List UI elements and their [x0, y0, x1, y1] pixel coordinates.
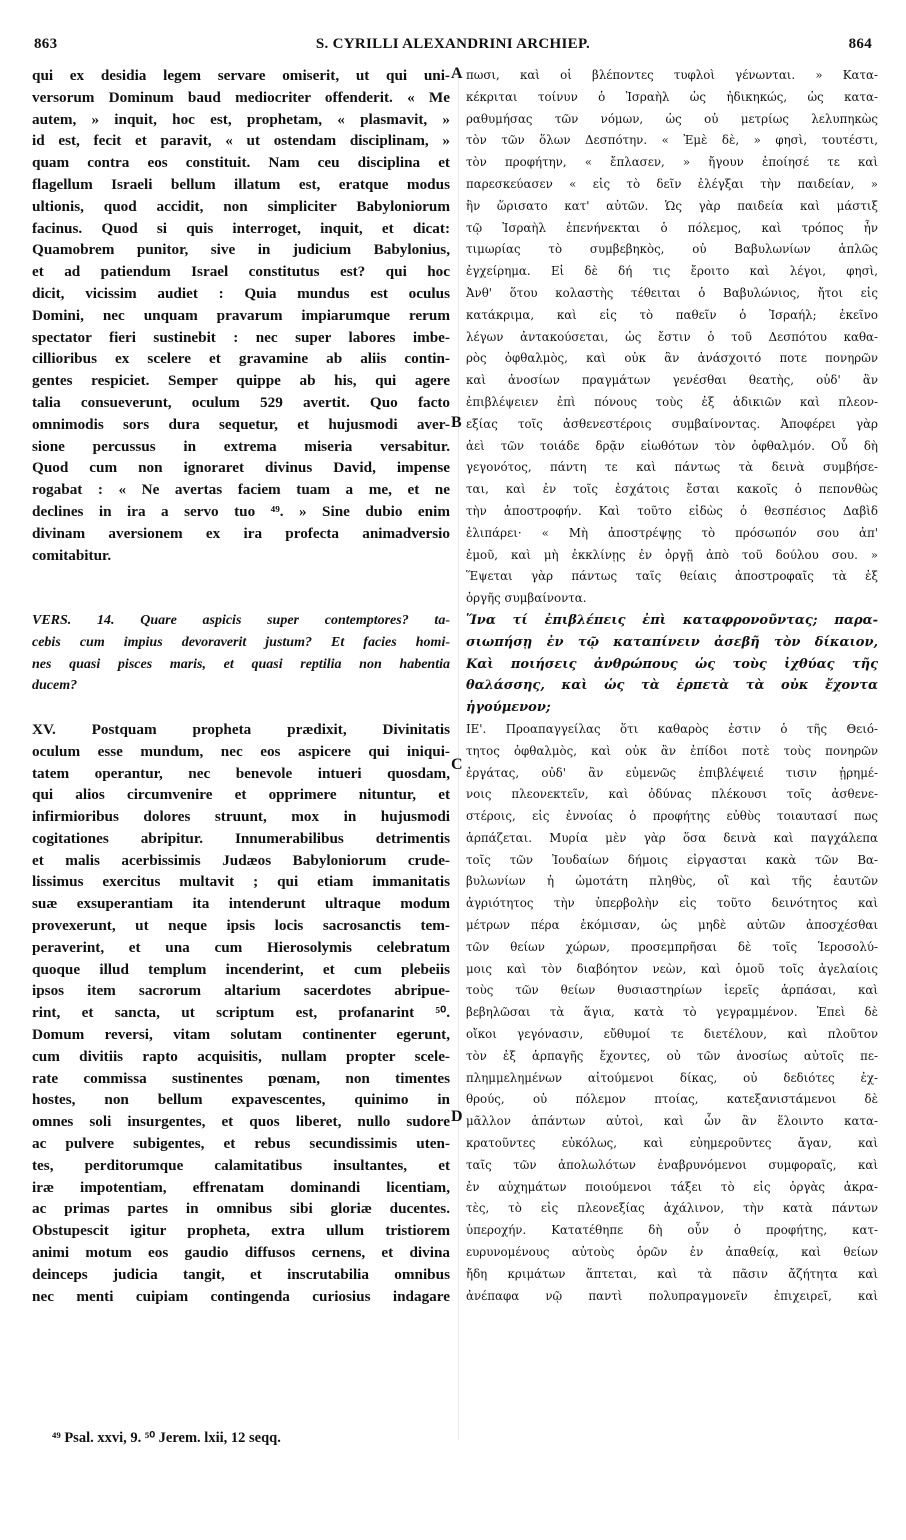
greek-text-line: ἀγριότητος τὴν ὑπερβολὴν εἰς τοῦτο δεινότητος καὶ	[466, 896, 878, 911]
greek-text-line: ἐπιβλέψειεν ἐπὶ πόνους τοὺς ἐξ ἀδικιῶν καὶ πλεον-	[466, 394, 878, 409]
latin-text-line: Quamobrem punitor, sive in judicium Babylonius,	[32, 241, 450, 259]
latin-text-line: versorum Dominum baud mediocriter offenderit. « Me	[32, 88, 450, 106]
greek-text-line: ὑπεροχήν. Κατατέθηπε δὴ οὖν ὁ προφήτης, κατ-	[466, 1223, 878, 1238]
greek-text-line: ἐμοῦ, καὶ μὴ ἐκκλίνῃς ἐν ὀργῇ ἀπὸ τοῦ δούλου σου. »	[466, 547, 878, 562]
greek-text-line: ευρυνομένους αὐτοὺς ὁρῶν ἐν ἀπαθείᾳ, καὶ θείων	[466, 1245, 878, 1260]
greek-text-line: τῶν θείων χώρων, προσεμπρῆσαι δὲ τοῖς Ἱεροσολύ-	[466, 939, 878, 954]
greek-text-line: ἀνέπαφα νῷ παντὶ πολυπραγμονεῖν ἐπιχειρεῖ, καὶ	[466, 1288, 878, 1303]
latin-text-line: dicit, vicissim audiet : Quia mundus est oculus	[32, 284, 450, 302]
greek-text-line: τὸν ἐξ ἁρπαγῆς ἔχοντες, οὐ τῶν ἀνοσίως αὐτοῖς πε-	[466, 1048, 878, 1063]
latin-text-line: et malis acerbissimis Judæos Babyloniorum crude-	[32, 851, 450, 869]
latin-text-line: cum divitiis rapto acquisitis, nullam propter scele-	[32, 1047, 450, 1065]
section-marker-b: B	[451, 414, 462, 431]
latin-text-line: cillioribus ex scelere et gravamine ab aliis contin-	[32, 350, 450, 368]
greek-text-line: τὴν ἀποστροφήν. Καὶ τοῦτο εἰδὼς ὁ θεσπέσιος Δαβὶδ	[466, 503, 878, 518]
latin-verse-line: ducem?	[32, 678, 78, 694]
greek-text-line: τὸν τῶν ὅλων Δεσπότην. « Ἐμὲ δὲ, » φησὶ, τουτέστι,	[466, 133, 878, 148]
latin-text-line: Quod cum non ignoraret divinus David, impense	[32, 459, 450, 477]
latin-text-line: spectator fieri sustinebit : nec super labores imbe-	[32, 328, 450, 346]
greek-text-line: ἐργάτας, οὐδ' ἂν εὐμενῶς ἐπιβλέψειέ τισιν ᾑρημέ-	[466, 765, 878, 780]
greek-verse-line: Καὶ ποιήσεις ἀνθρώπους ὡς τοὺς ἰχθύας τῆς	[466, 656, 878, 672]
latin-text-line: Domum reversi, vitam solutam continenter egerunt,	[32, 1026, 450, 1044]
latin-text-line: omnimodis sors dura sequetur, et hujusmodi aver-	[32, 415, 450, 433]
greek-text-line: ἐν αὐχημάτων ποιούμενοι τάξει τὸ εἰς ὀργὰς ἀκρα-	[466, 1179, 878, 1194]
greek-text-line: θρούς, οὐ πόλεμον πτοίας, κατεξανιστάμενοι δὲ	[466, 1092, 878, 1107]
greek-column	[466, 65, 878, 1307]
latin-text-line: rogabat : « Ne avertas faciem tuam a me, et ne	[32, 481, 450, 499]
greek-text-line: κατάκριμα, καὶ εἰς τὸ παθεῖν ὁ Ἰσραήλ; ἐκεῖνο	[466, 307, 878, 322]
latin-text-line: comitabitur.	[32, 546, 112, 564]
greek-text-line: οἴκοι γεγόνασιν, εὔθυμοί τε διετέλουν, καὶ πλοῦτον	[466, 1027, 878, 1042]
latin-text-line: cogitationes abripitur. Innumerabilibus detrimentis	[32, 829, 450, 847]
greek-text-line: μοις καὶ τὸν διαβόητον νεὼν, καὶ ὁμοῦ τοῖς ἀγελαίοις	[466, 961, 878, 976]
greek-verse-line: θαλάσσης, καὶ ὡς τὰ ἑρπετὰ τὰ οὐκ ἔχοντα	[466, 678, 878, 694]
page-number-left: 863	[34, 36, 58, 52]
greek-text-line: ἤδη κριμάτων ἅπτεται, καὶ τὰ πᾶσιν ἄζήτητα καὶ	[466, 1266, 878, 1281]
greek-text-line: κρατοῦντες εὐκόλως, καὶ εὐημεροῦντες ἄγαν, καὶ	[466, 1136, 878, 1151]
paragraph-gap	[32, 566, 450, 588]
running-title: S. CYRILLI ALEXANDRINI ARCHIEP.	[315, 36, 591, 52]
latin-text-line: ac primas partes in omnibus sibi gloriæ ducentes.	[32, 1200, 450, 1218]
latin-text-line: ac pulvere subigentes, et rebus secundissimis uten-	[32, 1135, 450, 1153]
greek-text-line: ἣν ὥρισατο κατ' αὐτῶν. Ὡς γὰρ παιδεία καὶ μάστιξ	[466, 198, 878, 213]
latin-text-line: XV. Postquam propheta prædixit, Divinitatis	[32, 720, 450, 738]
greek-text-line: νοις πλεονεκτεῖν, καὶ ὀδύνας πλέκουσι τοῖς ἀσθενε-	[466, 787, 878, 802]
latin-text-line: quoque illud templum incenderint, et cum plebeiis	[32, 960, 450, 978]
latin-text-line: suæ exsuperantiam ita intenderunt ultraque modum	[32, 895, 450, 913]
latin-text-line: ultionis, quod accidit, non simpliciter Babyloniorum	[32, 197, 450, 215]
paragraph-gap	[32, 697, 450, 719]
greek-text-line: τῷ Ἰσραὴλ ἐπενήνεκται ὁ πόλεμος, καὶ τρόπος ἦν	[466, 220, 878, 235]
greek-text-line: ται, καὶ ἐν τοῖς ἐσχάτοις ἔσται κακοῖς ὁ πεπονθὼς	[466, 482, 878, 497]
latin-text-line: provexerunt, ut neque ipsis locis sacrosanctis tem-	[32, 917, 450, 935]
greek-text-line: ἐλιπάρει· « Μὴ ἀποστρέψῃς τὸ πρόσωπόν σου ἀπ'	[466, 525, 878, 540]
latin-text-line: Obstupescit igitur propheta, extra ullum tristiorem	[32, 1222, 450, 1240]
greek-text-line: τοῖς τῶν Ἰουδαίων δήμοις εἰργασται κακὰ τῶν Βα-	[466, 852, 878, 867]
latin-text-line: et ad patiendum Israel constitutus est? qui hoc	[32, 263, 450, 281]
greek-text-line: ραθυμήσας τῶν νόμων, ὡς οὐ μετρίως λελυπηκὼς	[466, 111, 878, 126]
greek-text-line: παρεσκεύασεν « εἰς τὸ δεῖν ἐλέγξαι τὴν παιδείαν, »	[466, 176, 878, 191]
greek-text-line: ἐγχείρημα. Εἰ δὲ δή τις ἔροιτο καὶ λέγοι, φησὶ,	[466, 264, 878, 279]
latin-text-line: flagellum Israeli bellum illatum est, eratque modus	[32, 175, 450, 193]
latin-text-line: autem, » inquit, hoc est, prophetam, « plasmavit, »	[32, 110, 450, 128]
greek-text-line: ἁρπάζεται. Μυρία μὲν γὰρ ὅσα δεινὰ καὶ παγχάλεπα	[466, 830, 878, 845]
greek-text-line: τιμωρίας τὸ συμβεβηκὸς, οὐ Βαβυλωνίων ἁπλῶς	[466, 242, 878, 257]
greek-text-line: ρὸς ὀφθαλμὸς, καὶ οὐκ ἂν ἀνάσχοιτό ποτε πονηρῶν	[466, 351, 878, 366]
latin-text-line: omnes soli insurgentes, et quos liberet, nullo sudore	[32, 1113, 450, 1131]
greek-text-line: τητος ὀφθαλμὸς, καὶ οὐκ ἂν ἐπίδοι ποτὲ τοὺς πονηρῶν	[466, 743, 878, 758]
latin-verse-line: cebis cum impius devoraverit justum? Et facies homi-	[32, 634, 450, 650]
greek-text-line: ἀεὶ τῶν τοιάδε δρᾷν εἰωθότων τὸν ὀφθαλμόν. Οὗ δὴ	[466, 438, 878, 453]
latin-text-line: sione percussus in extrema miseria versabitur.	[32, 437, 450, 455]
greek-text-line: εξίας τοῖς ἀσθενεστέροις συμβαίνοντας. Ἀποφέρει γὰρ	[466, 416, 878, 431]
latin-text-line: rint, et sancta, ut scriptum est, profanarint ⁵⁰.	[32, 1004, 450, 1022]
greek-text-line: κέκριται τοίνυν ὁ Ἰσραὴλ ὡς ἠδικηκώς, ὡς κατα-	[466, 89, 878, 104]
page-number-right: 864	[848, 36, 872, 52]
greek-text-line: Ἀνθ' ὅτου κολαστὴς τέθειται ὁ Βαβυλώνιος, ἤτοι εἰς	[466, 285, 878, 300]
latin-text-line: ipsos item sacrorum altarium sacerdotes abripue-	[32, 982, 450, 1000]
latin-text-line: tatem operantur, nec benevole intueri quosdam,	[32, 764, 450, 782]
latin-text-line: animi motum eos gaudio diffusos cernens, et divina	[32, 1244, 450, 1262]
column-divider	[458, 70, 459, 1440]
section-marker-c: C	[451, 756, 463, 773]
latin-text-line: quam contra eos constituit. Nam ceu disciplina et	[32, 154, 450, 172]
paragraph-gap	[32, 588, 450, 610]
latin-text-line: oculum esse mundum, nec eos aspicere qui iniqui-	[32, 742, 450, 760]
greek-text-line: γεγονότος, πάντη τε καὶ πάντως τὰ δεινὰ συμβήσε-	[466, 460, 878, 475]
greek-text-line: ταῖς τῶν ἀπολωλότων ἐναβρυνόμενοι συμφοραῖς, καὶ	[466, 1157, 878, 1172]
greek-text-line: τοὺς τῶν θείων θυσιαστηρίων ἱερεῖς ἁρπάσαι, καὶ	[466, 983, 878, 998]
greek-text-line: λέγων ἀντακούσεται, ὡς ἔστιν ὁ τοῦ Δεσπότου καθα-	[466, 329, 878, 344]
latin-column	[32, 65, 450, 1307]
greek-verse-line: σιωπήσῃ ἐν τῷ καταπίνειν ἀσεβῆ τὸν δίκαιον,	[466, 634, 878, 650]
latin-verse-line: VERS. 14. Quare aspicis super contemptores? ta-	[32, 612, 450, 628]
greek-text-line: ὀργῆς συμβαίνοντα.	[466, 591, 587, 606]
greek-text-line: στέροις, εἰς ἐννοίας ὁ προφήτης εὐθὺς τοιαυτασί πως	[466, 809, 878, 824]
greek-text-line: μέτρων πέρα ἐκόμισαν, ὡς μηδὲ αὐτῶν ἀποσχέσθαι	[466, 918, 878, 933]
latin-text-line: iræ impotentiam, effrenatam dominandi licentiam,	[32, 1178, 450, 1196]
greek-text-line: μᾶλλον ἁπάντων αὐτοὶ, καὶ ὧν ἂν ἕλοιντο κατα-	[466, 1114, 878, 1129]
greek-verse-line: ἡγούμενον;	[466, 700, 551, 716]
section-marker-d: D	[451, 1108, 463, 1125]
greek-verse-line: Ἵνα τί ἐπιβλέπεις ἐπὶ καταφρονοῦντας; παρα-	[466, 612, 878, 628]
latin-text-line: talia consueverunt, oculum 529 avertit. Quo facto	[32, 393, 450, 411]
greek-text-line: βεβηλῶσαι τὰ ἅγια, κατὰ τὸ γεγραμμένον. Ἐπεὶ δὲ	[466, 1005, 878, 1020]
greek-text-line: πωσι, καὶ οἱ βλέποντες τυφλοὶ γένωνται. » Κατα-	[466, 68, 878, 82]
greek-text-line: Ἕψεται γὰρ πάντως ταῖς θείαις ἀποστροφαῖς τὰ ἐξ	[466, 569, 878, 584]
greek-text-line: τὸν προφήτην, « ἔπλασεν, » ἤγουν ἐποίησέ τε καὶ	[466, 155, 878, 170]
latin-text-line: deinceps judicia tangit, et inscrutabilia omnibus	[32, 1265, 450, 1283]
latin-text-line: gentes respiciet. Semper quippe ab his, qui agere	[32, 372, 450, 390]
latin-text-line: id est, fecit et paravit, « ut ostendam disciplinam, »	[32, 132, 450, 150]
latin-text-line: hostes, non bellum expavescentes, quinimo in	[32, 1091, 450, 1109]
latin-text-line: qui alios circumvenire et opprimere nituntur, et	[32, 786, 450, 804]
greek-text-line: βυλωνίων ἡ ὠμοτάτη πληθὺς, οἳ καὶ τῆς ἑαυτῶν	[466, 874, 878, 889]
latin-text-line: Domini, nec unquam pravarum impiarumque rerum	[32, 306, 450, 324]
latin-text-line: lissimus exercitus multavit ; qui etiam immanitatis	[32, 873, 450, 891]
latin-text-line: declines in ira a servo tuo ⁴⁹. » Sine dubio enim	[32, 502, 450, 520]
latin-text-line: nec menti cuipiam contingenda curiosius indagare	[32, 1287, 450, 1305]
latin-verse-line: nes quasi pisces maris, et quasi reptilia non habentia	[32, 656, 450, 672]
footnotes: ⁴⁹ Psal. xxvi, 9. ⁵⁰ Jerem. lxii, 12 seqq.	[52, 1430, 281, 1446]
greek-text-line: πλημμελημένων αἰτούμενοι δίκας, οὐ δεδιότες ἐχ-	[466, 1070, 878, 1085]
greek-text-line: καὶ ἀνοσίων πραγμάτων γενέσθαι θεατὴς, οὐδ' ἂν	[466, 373, 878, 388]
greek-text-line: ΙΕ'. Προαπαγγείλας ὅτι καθαρὸς ἐστιν ὁ τῆς Θειό-	[466, 721, 878, 736]
section-marker-a: A	[451, 65, 463, 82]
latin-text-line: facinus. Quod si quis interroget, inquit, et dicat:	[32, 219, 450, 237]
latin-text-line: divinam aversionem ex ira profecta animadversio	[32, 524, 450, 542]
latin-text-line: peraverint, et una cum Hierosolymis celebratum	[32, 938, 450, 956]
latin-text-line: tes, perditorumque calamitatibus insultantes, et	[32, 1156, 450, 1174]
latin-text-line: qui ex desidia legem servare omiserit, ut qui uni-	[32, 67, 450, 84]
latin-text-line: rate commissa sustinentes pœnam, non timentes	[32, 1069, 450, 1087]
greek-text-line: τὲς, τὸ εἰς πλεονεξίας ἀχάλινον, τὴν κατὰ πάντων	[466, 1201, 878, 1216]
latin-text-line: infirmioribus dolores struunt, mox in hujusmodi	[32, 808, 450, 826]
